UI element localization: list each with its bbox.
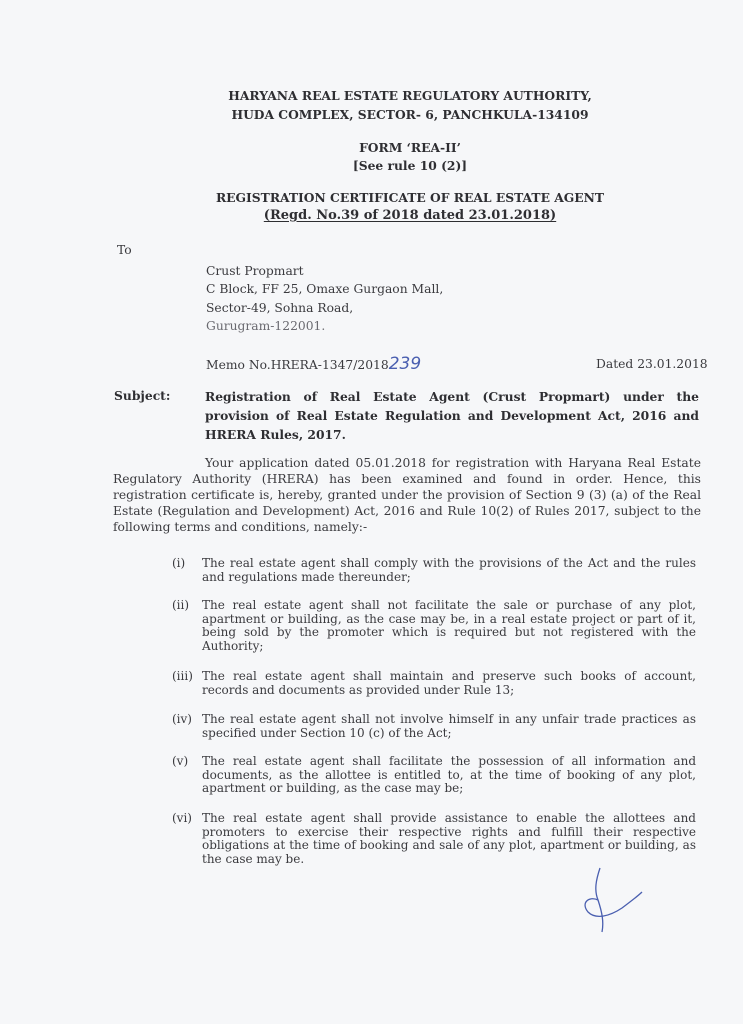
subject-label: Subject: <box>114 388 171 403</box>
handwritten-memo-number: 239 <box>388 354 422 374</box>
condition-item <box>172 812 696 866</box>
address-line: Gurugram-122001. <box>206 319 326 333</box>
condition-text: The real estate agent shall not facilitate the sale or purchase of any plot, apartment or building, as the case may be, in a real estate project or part of it, being sold by the promoter which is required but not registered with the Authority; <box>202 598 696 653</box>
registration-number-text: (Regd. No.39 of 2018 dated 23.01.2018) <box>263 208 557 223</box>
condition-item <box>172 557 696 584</box>
condition-number: (v) <box>172 754 189 768</box>
condition-text: The real estate agent shall provide assistance to enable the allottees and promoters to exercise their respective rights and fulfill their respective obligations at the time of booking and sale of any plot, apartment or building, as the case may be. <box>202 811 696 866</box>
condition-text: The real estate agent shall facilitate the possession of all information and documents, as the allottee is entitled to, at the time of booking of any plot, apartment or building, as the case may be; <box>202 754 696 795</box>
body-paragraph: Your application dated 05.01.2018 for registration with Haryana Real Estate Regulatory Authority (HRERA) has been examined and found in order. Hence, this registration certificate is, hereby, granted under the provision of Section 9 (3) (a) of the Real Estate (Regulation and Development) Act, 2016 and Rule 10(2) of Rules 2017, subject to the following terms and conditions, namely:- <box>113 456 701 534</box>
address-line: C Block, FF 25, Omaxe Gurgaon Mall, <box>206 282 444 296</box>
signature-icon <box>570 860 650 940</box>
address-line: Sector-49, Sohna Road, <box>206 301 354 315</box>
form-title: FORM ‘REA-II’ <box>359 140 461 155</box>
condition-item <box>172 599 696 653</box>
form-rule: [See rule 10 (2)] <box>352 158 468 173</box>
condition-number: (iii) <box>172 669 193 683</box>
condition-number: (ii) <box>172 598 190 612</box>
condition-item <box>172 755 696 796</box>
condition-text: The real estate agent shall not involve himself in any unfair trade practices as specified under Section 10 (c) of the Act; <box>202 712 696 740</box>
condition-item <box>172 713 696 740</box>
condition-number: (i) <box>172 556 186 570</box>
certificate-title: REGISTRATION CERTIFICATE OF REAL ESTATE AGENT <box>215 190 605 205</box>
condition-text: The real estate agent shall comply with the provisions of the Act and the rules and regulations made thereunder; <box>202 556 696 584</box>
condition-number: (iv) <box>172 712 192 726</box>
addressee: Crust Propmart <box>206 264 304 278</box>
memo-number <box>206 355 421 375</box>
to-label: To <box>117 243 132 257</box>
authority-name: HARYANA REAL ESTATE REGULATORY AUTHORITY, <box>228 88 592 103</box>
condition-number: (vi) <box>172 811 192 825</box>
memo-date: Dated 23.01.2018 <box>596 357 708 371</box>
condition-text: The real estate agent shall maintain and preserve such books of account, records and documents as provided under Rule 13; <box>202 669 696 697</box>
condition-item <box>172 670 696 697</box>
memo-text: Memo No.HRERA-1347/2018 <box>206 358 389 372</box>
registration-number <box>110 206 710 225</box>
subject-text: Registration of Real Estate Agent (Crust Propmart) under the provision of Real Estate Regulation and Development Act, 2016 and HRERA Rules, 2017. <box>205 389 699 442</box>
authority-address: HUDA COMPLEX, SECTOR- 6, PANCHKULA-134109 <box>231 107 589 122</box>
